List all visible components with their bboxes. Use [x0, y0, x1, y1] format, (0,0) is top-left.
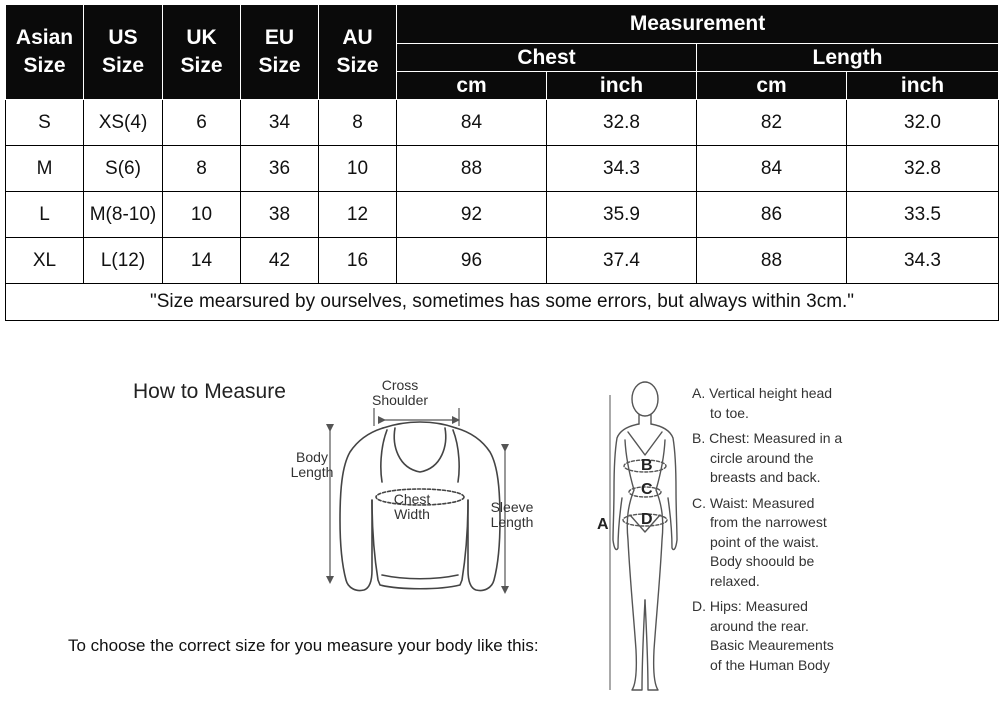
cross-shoulder-label: Cross Shoulder — [372, 377, 429, 408]
note-b: B. Chest: Measured in a circle around the breasts and back. — [692, 430, 843, 485]
table-cell: XS(4) — [84, 100, 163, 146]
table-cell: 34.3 — [547, 146, 697, 192]
table-cell: 35.9 — [547, 192, 697, 238]
header-chest-inch: inch — [547, 72, 697, 100]
header-measurement: Measurement — [397, 5, 999, 44]
table-cell: 10 — [319, 146, 397, 192]
table-cell: L — [6, 192, 84, 238]
table-cell: 38 — [241, 192, 319, 238]
header-eu-size: EU Size — [241, 5, 319, 100]
note-a: A. Vertical height head to toe. — [692, 385, 833, 421]
table-note: "Size mearsured by ourselves, sometimes has some errors, but always within 3cm." — [6, 284, 999, 321]
header-chest: Chest — [397, 44, 697, 72]
body-figure — [613, 382, 677, 690]
header-asian-size: Asian Size — [6, 5, 84, 100]
table-cell: 8 — [163, 146, 241, 192]
table-cell: 14 — [163, 238, 241, 284]
table-cell: 37.4 — [547, 238, 697, 284]
table-cell: S(6) — [84, 146, 163, 192]
table-cell: 6 — [163, 100, 241, 146]
table-cell: 88 — [697, 238, 847, 284]
table-cell: 82 — [697, 100, 847, 146]
table-cell: 34.3 — [847, 238, 999, 284]
body-label-a: A — [597, 516, 609, 533]
chest-width-label: Chest Width — [393, 491, 431, 522]
body-label-c: C — [641, 481, 653, 498]
how-to-measure-title: How to Measure — [133, 380, 286, 403]
table-cell: 92 — [397, 192, 547, 238]
body-label-b: B — [641, 457, 653, 474]
table-cell: 33.5 — [847, 192, 999, 238]
table-cell: 32.0 — [847, 100, 999, 146]
table-cell: XL — [6, 238, 84, 284]
choose-size-instruction: To choose the correct size for you measure your body like this: — [68, 636, 539, 655]
body-label-d: D — [641, 511, 653, 528]
sleeve-length-label: Sleeve Length — [490, 499, 534, 530]
table-cell: L(12) — [84, 238, 163, 284]
note-d: D. Hips: Measured around the rear. Basic Meaurements of the Human Body — [692, 598, 834, 673]
table-cell: 12 — [319, 192, 397, 238]
table-cell: 42 — [241, 238, 319, 284]
table-cell: 32.8 — [847, 146, 999, 192]
header-uk-size: UK Size — [163, 5, 241, 100]
table-cell: S — [6, 100, 84, 146]
body-length-label: Body Length — [290, 449, 334, 480]
table-cell: M — [6, 146, 84, 192]
table-cell: 86 — [697, 192, 847, 238]
header-au-size: AU Size — [319, 5, 397, 100]
header-us-size: US Size — [84, 5, 163, 100]
table-cell: 8 — [319, 100, 397, 146]
note-c: C. Waist: Measured from the narrowest point of the waist. Body shoould be relaxed. — [692, 494, 827, 589]
header-length-cm: cm — [697, 72, 847, 100]
table-cell: 96 — [397, 238, 547, 284]
table-cell: 16 — [319, 238, 397, 284]
table-cell: 32.8 — [547, 100, 697, 146]
measurement-notes — [692, 384, 992, 681]
table-cell: 34 — [241, 100, 319, 146]
table-cell: M(8-10) — [84, 192, 163, 238]
table-cell: 10 — [163, 192, 241, 238]
table-cell: 88 — [397, 146, 547, 192]
header-length-inch: inch — [847, 72, 999, 100]
table-cell: 36 — [241, 146, 319, 192]
header-length: Length — [697, 44, 999, 72]
table-cell: 84 — [697, 146, 847, 192]
table-cell: 84 — [397, 100, 547, 146]
header-chest-cm: cm — [397, 72, 547, 100]
